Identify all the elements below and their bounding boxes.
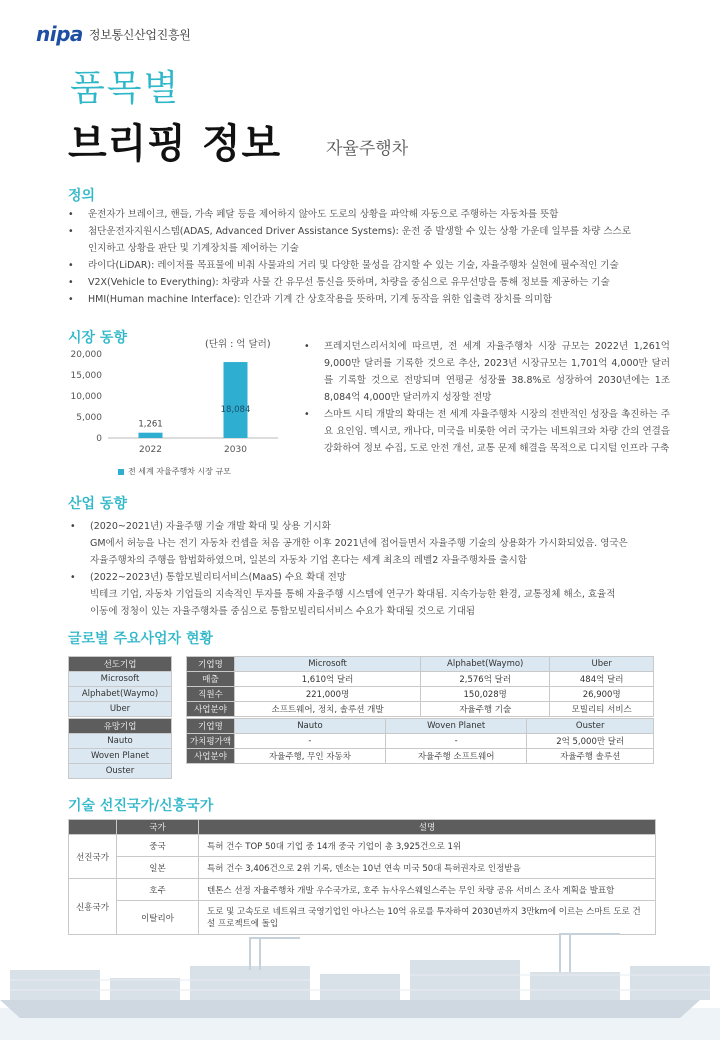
legend-label: 전 세계 자율주행차 시장 규모 — [128, 467, 231, 476]
table-cell: 1,610억 달러 — [235, 672, 421, 687]
leaders-header: 선도기업 — [69, 657, 172, 672]
definition-list — [68, 206, 678, 308]
table-cell: 자율주행 기술 — [421, 702, 550, 717]
tech-col-desc: 설명 — [199, 820, 656, 835]
table-cell: 2억 5,000만 달러 — [527, 734, 654, 749]
tech-desc: 특허 건수 3,406건으로 2위 기록, 덴소는 10년 연속 미국 50대 특허권자로 인정받음 — [199, 857, 656, 879]
market-heading: 시장 동향 — [68, 330, 127, 346]
y-tick-label: 10,000 — [70, 392, 102, 402]
port-skyline-illustration — [0, 930, 720, 1040]
market-chart — [56, 330, 286, 480]
promising-header: 유망기업 — [69, 719, 172, 734]
market-bullet: • 프레지던스리서치에 따르면, 전 세계 자율주행차 시장 규모는 2022년 1,261억 9,000만 달러를 기록한 것으로 추산, 2023년 시장규모는 1,701억 4,000만 달러를 기록할 것으로 전망되며 연평균 성장률 38.8%로 성장하여 2030년에는 1조 8,084억 4,000만 달러까지 성장할 전망 — [304, 338, 670, 406]
title-line2: 브리핑 정보 — [68, 121, 282, 167]
table-header-cell: 기업명 — [187, 719, 235, 734]
table-header-cell: Woven Planet — [385, 719, 527, 734]
header — [36, 22, 191, 46]
leader-name: Alphabet(Waymo) — [69, 687, 172, 702]
row-label: 매출 — [187, 672, 235, 687]
table-cell: 26,900명 — [550, 687, 654, 702]
promising-name: Nauto — [69, 734, 172, 749]
definition-heading: 정의 — [68, 188, 96, 204]
industry-list — [70, 518, 670, 620]
bar — [224, 362, 248, 438]
y-tick-label: 5,000 — [76, 413, 102, 423]
y-tick-label: 15,000 — [70, 371, 102, 381]
table-cell: 모빌리티 서비스 — [550, 702, 654, 717]
market-chart-svg — [56, 330, 286, 470]
tech-heading: 기술 선진국가/신흥국가 — [68, 798, 214, 814]
table-cell: 221,000명 — [235, 687, 421, 702]
nipa-logo: nipa — [36, 22, 83, 46]
y-tick-label: 0 — [96, 434, 102, 444]
industry-item: • (2020~2021년) 자율주행 기술 개발 확대 및 상용 기시화 GM에서 허능을 나는 전기 자동차 컨셉을 처음 공개한 이후 2021년에 접어들면서 자율주행 기술의 상용화가 가시화되었음. 영국은 자율주행차의 주행을 합법화하였으며, 일본의 자동차 기업 혼다는 세계 최초의 레벨2 자율주행차를 출시함 — [70, 518, 670, 569]
tech-desc-line: 도로 및 고속도로 네트워크 국영기업인 아나스는 10억 유로를 투자하여 2030년까지 3만km에 이르는 스마트 도로 건 — [207, 906, 641, 917]
global-heading: 글로벌 주요사업자 현황 — [68, 631, 213, 647]
table-header-cell: Alphabet(Waymo) — [421, 657, 550, 672]
promising-detail-table — [186, 718, 654, 764]
tech-group: 신흥국가 — [69, 879, 117, 935]
y-tick-label: 20,000 — [70, 350, 102, 360]
table-header-cell: 기업명 — [187, 657, 235, 672]
market-bullet: • 스마트 시티 개발의 확대는 전 세계 자율주행차 시장의 전반적인 성장을 촉진하는 주요 요인임. 멕시코, 캐나다, 미국을 비롯한 여러 국가는 네트워크와 차량 간의 연결을 강화하여 정보 수집, 도로 안전 개선, 교통 문제 해결을 목적으로 디지털 인프라 구축 — [304, 406, 670, 457]
table-header-cell: Ouster — [527, 719, 654, 734]
row-label: 가치평가액 — [187, 734, 235, 749]
industry-item: • (2022~2023년) 통합모빌리티서비스(MaaS) 수요 확대 전망 빅테크 기업, 자동차 기업들의 지속적인 투자를 통해 자율주행 시스템에 연구가 확대됨. 지속가능한 환경, 교통정체 해소, 효율적 이동에 정청이 있는 자율주행차를 중심으로 통합모빌리티서비스 수요가 확대될 것으로 기대됨 — [70, 569, 670, 620]
ship-hull — [0, 1000, 700, 1018]
table-cell: 484억 달러 — [550, 672, 654, 687]
definition-item: • 라이다(LiDAR): 레이저를 목표물에 비춰 사물과의 거리 및 다양한 물성을 감지할 수 있는 기술, 자율주행차 실현에 필수적인 기술 — [68, 257, 678, 274]
table-cell: 자율주행 솔루션 — [527, 749, 654, 764]
tech-desc-line: 설 프로젝트에 돌입 — [207, 918, 279, 929]
legend-swatch — [118, 469, 124, 475]
table-cell: - — [235, 734, 386, 749]
row-label: 사업분야 — [187, 749, 235, 764]
table-header-cell: Uber — [550, 657, 654, 672]
table-cell: 2,576억 달러 — [421, 672, 550, 687]
tech-country: 중국 — [117, 835, 199, 857]
tech-corner — [69, 820, 117, 835]
tech-country: 일본 — [117, 857, 199, 879]
data-label: 18,084 — [220, 405, 251, 416]
definition-item: • 운전자가 브레이크, 핸들, 가속 페달 등을 제어하지 않아도 도로의 상황을 파악해 자동으로 주행하는 자동차를 뜻함 — [68, 206, 678, 223]
table-cell: 자율주행, 무인 자동차 — [235, 749, 386, 764]
title-line1: 품목별 — [70, 68, 181, 109]
table-cell: 자율주행 소프트웨어 — [385, 749, 527, 764]
table-header-cell: Nauto — [235, 719, 386, 734]
tech-table — [68, 819, 656, 935]
definition-item: • 첨단운전자지원시스템(ADAS, Advanced Driver Assistance Systems): 운전 중 발생할 수 있는 상황 가운데 일부를 차량 스스로 인지하고 상황을 판단 및 기계장치를 제어하는 기술 — [68, 223, 678, 257]
leader-name: Uber — [69, 702, 172, 717]
tech-col-country: 국가 — [117, 820, 199, 835]
market-bullets — [304, 338, 670, 457]
promising-side-table — [68, 718, 172, 779]
table-header-cell: Microsoft — [235, 657, 421, 672]
tech-desc: 텐톤스 선정 자율주행차 개발 우수국가로, 호주 뉴사우스웨일스주는 무인 차량 공유 서비스 조사 계획을 발표함 — [199, 879, 656, 901]
chart-unit: (단위 : 억 달러) — [205, 339, 271, 350]
leaders-side-table — [68, 656, 172, 717]
x-tick-label: 2022 — [139, 445, 162, 455]
data-label: 1,261 — [138, 419, 163, 430]
promising-name: Ouster — [69, 764, 172, 779]
row-label: 직원수 — [187, 687, 235, 702]
chart-legend — [118, 466, 231, 477]
org-name: 정보통신산업진흥원 — [88, 27, 191, 42]
leaders-detail-table — [186, 656, 654, 717]
bar — [139, 433, 163, 438]
table-cell: 150,028명 — [421, 687, 550, 702]
table-cell: 소프트웨어, 정치, 솔루션 개발 — [235, 702, 421, 717]
tech-desc: 특허 건수 TOP 50대 기업 중 14개 중국 기업이 총 3,925건으로 1위 — [199, 835, 656, 857]
tech-country: 호주 — [117, 879, 199, 901]
definition-item: • V2X(Vehicle to Everything): 차량과 사물 간 유무선 통신을 뜻하며, 차량을 중심으로 유무선망을 통해 정보를 제공하는 기술 — [68, 274, 678, 291]
promising-name: Woven Planet — [69, 749, 172, 764]
table-cell: - — [385, 734, 527, 749]
row-label: 사업분야 — [187, 702, 235, 717]
leader-name: Microsoft — [69, 672, 172, 687]
x-tick-label: 2030 — [224, 445, 247, 455]
industry-heading: 산업 동향 — [68, 496, 127, 512]
tech-group: 선진국가 — [69, 835, 117, 879]
tech-country: 이탈리아 — [117, 901, 199, 935]
definition-item: • HMI(Human machine Interface): 인간과 기계 간 상호작용을 뜻하며, 기계 동작을 위한 입출력 장치를 의미함 — [68, 291, 678, 308]
subtitle: 자율주행차 — [326, 139, 409, 159]
